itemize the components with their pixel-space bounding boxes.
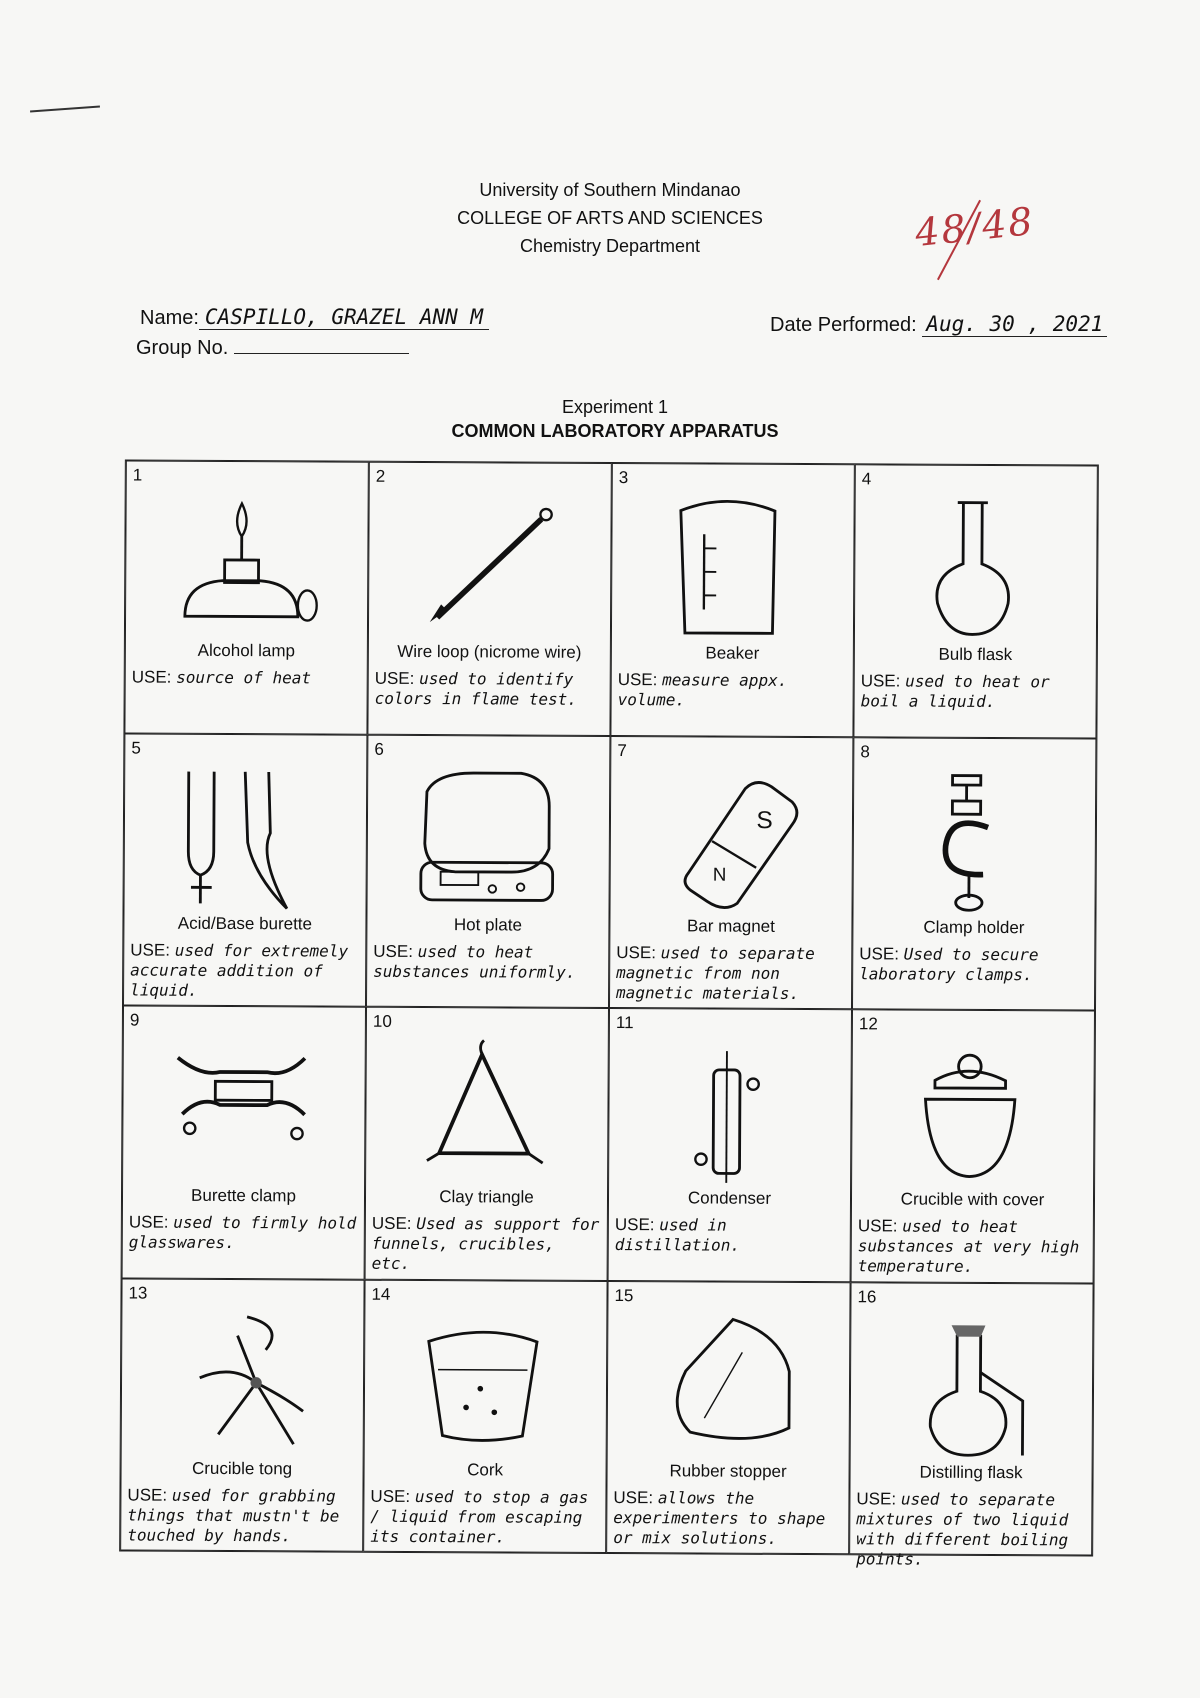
crucible-tong-icon bbox=[162, 1309, 323, 1460]
use-text: allows the experimenters to shape or mix solutions. bbox=[613, 1487, 826, 1548]
apparatus-use bbox=[129, 1212, 360, 1253]
apparatus-name: Burette clamp bbox=[191, 1185, 296, 1206]
apparatus-cell-1 bbox=[124, 460, 368, 734]
apparatus-cell-9 bbox=[122, 1005, 366, 1279]
apparatus-name: Cork bbox=[467, 1459, 504, 1479]
use-text: used for extremely accurate addition of liquid. bbox=[130, 940, 349, 1000]
bar-magnet-icon bbox=[650, 767, 811, 918]
corner-mark bbox=[30, 106, 100, 113]
experiment-number: Experiment 1 bbox=[561, 397, 669, 417]
use-text: used to heat substances uniformly. bbox=[373, 941, 576, 982]
apparatus-use bbox=[861, 671, 1092, 712]
use-label: USE: bbox=[373, 941, 414, 961]
cell-number: 13 bbox=[128, 1282, 148, 1303]
apparatus-use bbox=[370, 1486, 601, 1547]
cell-number: 5 bbox=[131, 737, 141, 758]
use-label: USE: bbox=[614, 1215, 655, 1235]
use-label: USE: bbox=[856, 1488, 897, 1509]
cell-number: 10 bbox=[372, 1011, 392, 1031]
apparatus-use bbox=[372, 1214, 603, 1275]
apparatus-name: Bar magnet bbox=[686, 915, 775, 936]
use-label: USE: bbox=[131, 667, 172, 687]
use-text: used to stop a gas / liquid from escaping its container. bbox=[370, 1486, 589, 1546]
burette-icon bbox=[164, 764, 325, 915]
crucible-icon bbox=[892, 1040, 1053, 1191]
apparatus-name: Alcohol lamp bbox=[197, 640, 296, 661]
hot-plate-icon bbox=[407, 765, 568, 916]
apparatus-use bbox=[618, 670, 849, 711]
apparatus-table bbox=[119, 459, 1099, 1569]
university-name: University of Southern Mindanao bbox=[479, 180, 741, 200]
apparatus-name: Beaker bbox=[705, 643, 760, 663]
use-text: used to identify colors in flame test. bbox=[374, 669, 577, 709]
apparatus-cell-4 bbox=[853, 464, 1097, 738]
apparatus-cell-13 bbox=[120, 1278, 364, 1552]
apparatus-use bbox=[613, 1488, 844, 1549]
apparatus-name: Rubber stopper bbox=[669, 1460, 787, 1481]
use-label: USE: bbox=[613, 1487, 654, 1507]
apparatus-name: Clay triangle bbox=[439, 1187, 534, 1207]
name-label: Name: bbox=[140, 307, 199, 329]
cell-number: 6 bbox=[374, 739, 384, 759]
apparatus-cell-8 bbox=[852, 737, 1096, 1011]
use-text: used to separate mixtures of two liquid with different boiling points. bbox=[856, 1489, 1069, 1569]
apparatus-name: Hot plate bbox=[453, 914, 523, 935]
apparatus-name: Crucible with cover bbox=[900, 1189, 1045, 1210]
apparatus-cell-6 bbox=[366, 734, 610, 1008]
use-label: USE: bbox=[617, 670, 658, 690]
use-text: measure appx. volume. bbox=[617, 670, 788, 710]
use-label: USE: bbox=[127, 1484, 168, 1505]
group-row bbox=[136, 335, 409, 360]
apparatus-cell-14 bbox=[363, 1279, 607, 1553]
cell-number: 9 bbox=[129, 1010, 140, 1030]
cell-number: 12 bbox=[858, 1014, 878, 1034]
experiment-title: COMMON LABORATORY APPARATUS bbox=[451, 421, 779, 441]
apparatus-cell-5 bbox=[123, 733, 367, 1007]
svg-text:N: N bbox=[712, 863, 727, 885]
cell-number: 4 bbox=[861, 469, 872, 489]
burette-clamp-icon bbox=[163, 1037, 324, 1188]
college-name: COLLEGE OF ARTS AND SCIENCES bbox=[457, 208, 763, 228]
use-text: used to heat substances at very high temperature. bbox=[857, 1216, 1080, 1276]
clay-triangle-icon bbox=[406, 1038, 567, 1189]
apparatus-cell-10 bbox=[365, 1007, 609, 1281]
clamp-holder-icon bbox=[893, 768, 1054, 919]
cell-number: 3 bbox=[618, 468, 629, 488]
use-text: used to firmly hold glasswares. bbox=[128, 1212, 357, 1253]
condenser-icon bbox=[649, 1039, 810, 1190]
use-text: used to separate magnetic from non magnetic materials. bbox=[616, 942, 815, 1003]
apparatus-use bbox=[130, 940, 361, 1001]
document-header bbox=[410, 176, 810, 260]
distilling-flask-icon bbox=[891, 1313, 1052, 1464]
beaker-icon bbox=[652, 494, 813, 645]
use-label: USE: bbox=[857, 1216, 898, 1236]
department-name: Chemistry Department bbox=[519, 236, 701, 256]
apparatus-cell-15 bbox=[606, 1280, 850, 1554]
apparatus-use bbox=[856, 1489, 1087, 1570]
use-text: Used as support for funnels, crucibles, etc. bbox=[371, 1213, 600, 1273]
score-mark: 48/48 bbox=[913, 198, 1037, 256]
apparatus-cell-2 bbox=[367, 462, 611, 736]
cell-number: 14 bbox=[371, 1284, 391, 1304]
use-label: USE: bbox=[128, 1212, 169, 1232]
apparatus-cell-12 bbox=[851, 1009, 1095, 1283]
use-label: USE: bbox=[371, 1213, 412, 1233]
cell-number: 7 bbox=[617, 740, 627, 760]
apparatus-use bbox=[375, 669, 606, 710]
apparatus-name: Crucible tong bbox=[191, 1458, 293, 1478]
svg-text:S: S bbox=[756, 806, 773, 834]
cell-number: 11 bbox=[615, 1013, 634, 1033]
use-label: USE: bbox=[130, 939, 171, 960]
apparatus-name: Bulb flask bbox=[938, 644, 1013, 665]
bulb-flask-icon bbox=[895, 495, 1056, 646]
group-field bbox=[234, 335, 409, 354]
use-text: source of heat bbox=[176, 667, 312, 688]
apparatus-use bbox=[373, 941, 604, 982]
apparatus-cell-16 bbox=[849, 1282, 1093, 1569]
apparatus-use bbox=[859, 944, 1090, 985]
apparatus-cell-11 bbox=[608, 1008, 852, 1282]
date-field: Aug. 30 , 2021 bbox=[922, 312, 1107, 337]
name-field: CASPILLO, GRAZEL ANN M bbox=[199, 305, 489, 330]
experiment-heading bbox=[445, 395, 785, 443]
group-label: Group No. bbox=[136, 337, 229, 359]
use-text: used for grabbing things that mustn't be touched by hands. bbox=[127, 1485, 340, 1545]
name-row bbox=[140, 305, 489, 330]
use-label: USE: bbox=[616, 942, 657, 962]
apparatus-use bbox=[615, 1215, 846, 1256]
date-label: Date Performed: bbox=[770, 314, 917, 336]
use-text: used in distillation. bbox=[614, 1215, 741, 1255]
apparatus-name: Acid/Base burette bbox=[177, 913, 313, 933]
apparatus-use bbox=[127, 1485, 358, 1546]
rubber-stopper-icon bbox=[648, 1312, 809, 1463]
cell-number: 1 bbox=[132, 465, 143, 485]
apparatus-name: Distilling flask bbox=[919, 1462, 1023, 1482]
use-text: used to heat or boil a liquid. bbox=[860, 671, 1050, 712]
cell-number: 15 bbox=[614, 1285, 634, 1305]
date-row bbox=[770, 312, 1107, 337]
alcohol-lamp-icon bbox=[166, 492, 327, 643]
apparatus-name: Wire loop (nicrome wire) bbox=[397, 641, 582, 662]
use-label: USE: bbox=[374, 668, 415, 688]
apparatus-use bbox=[616, 943, 847, 1004]
use-text: Used to secure laboratory clamps. bbox=[859, 944, 1039, 984]
apparatus-use bbox=[132, 667, 363, 688]
apparatus-name: Clamp holder bbox=[923, 917, 1025, 937]
cell-number: 8 bbox=[860, 741, 870, 761]
apparatus-cell-3 bbox=[610, 463, 854, 737]
cork-icon bbox=[405, 1310, 566, 1461]
use-label: USE: bbox=[859, 943, 900, 964]
apparatus-name: Condenser bbox=[687, 1188, 772, 1208]
use-label: USE: bbox=[370, 1486, 411, 1506]
apparatus-cell-7 bbox=[609, 736, 853, 1010]
use-label: USE: bbox=[860, 671, 901, 691]
wire-loop-icon bbox=[409, 493, 570, 644]
apparatus-use bbox=[858, 1216, 1089, 1277]
cell-number: 16 bbox=[857, 1286, 877, 1306]
cell-number: 2 bbox=[375, 466, 386, 486]
